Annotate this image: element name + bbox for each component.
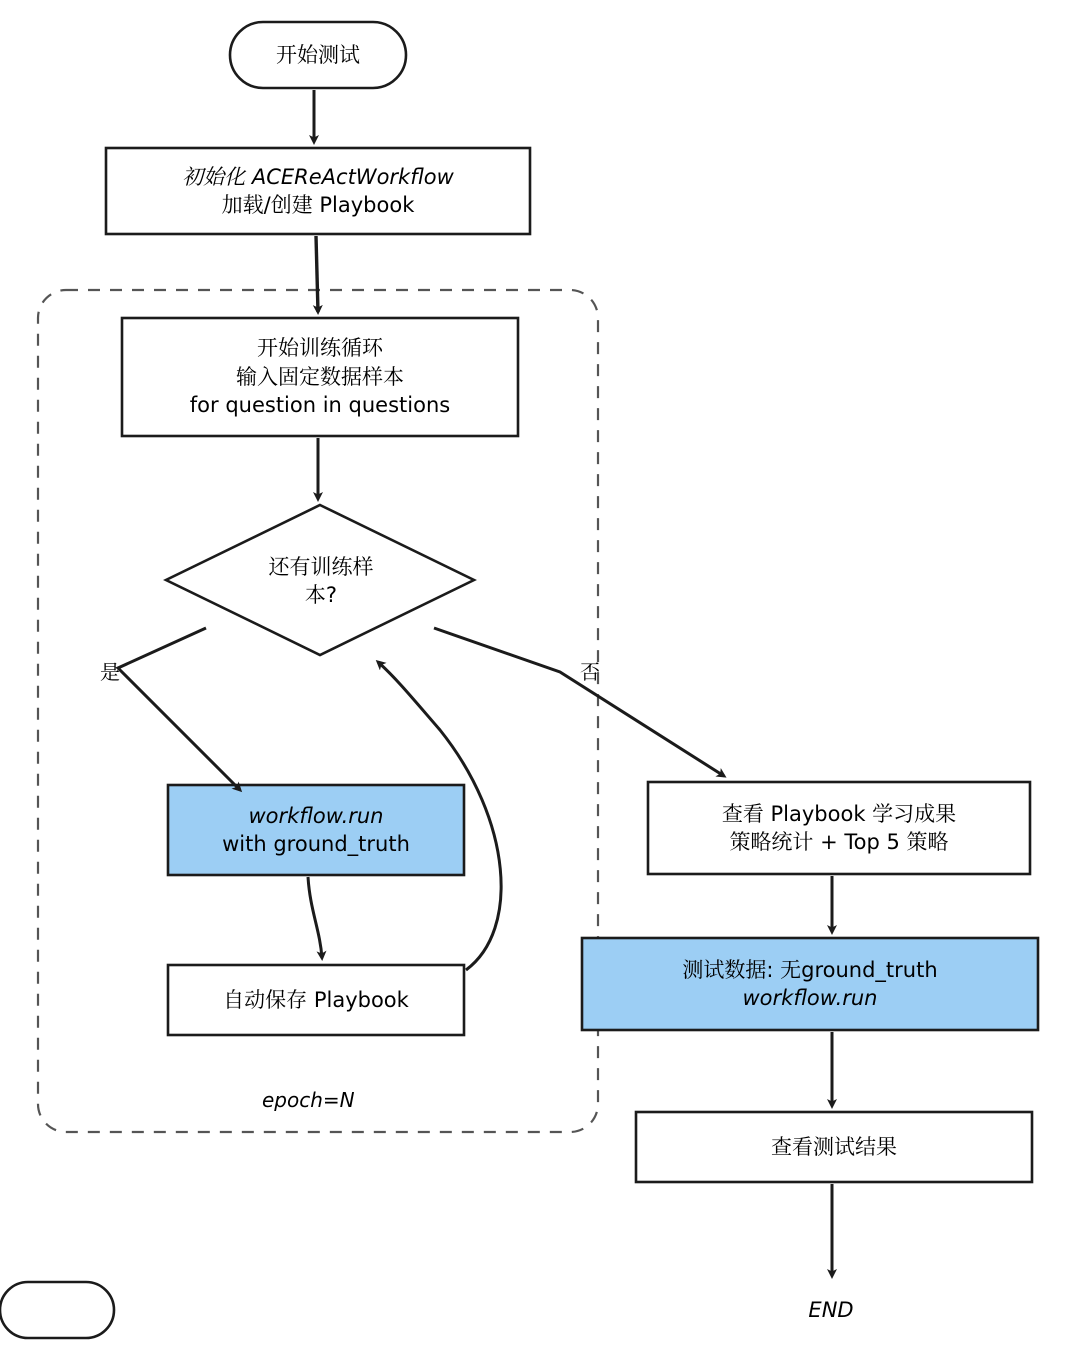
- node-decision-line-2: 本?: [304, 583, 338, 607]
- edge-label-yes: 是: [100, 660, 120, 684]
- node-loop-line-2: 输入固定数据样本: [236, 364, 404, 389]
- node-autosave-shape: [168, 965, 464, 1035]
- node-start-line-1: 开始测试: [276, 42, 360, 67]
- node-review-line-1: 查看 Playbook 学习成果: [721, 801, 957, 826]
- epoch-group-label: epoch=N: [262, 1088, 355, 1112]
- edge-run-train-autosave: [308, 877, 322, 958]
- node-run-test-shape: [582, 938, 1038, 1030]
- node-init-line-1: 初始化 ACEReActWorkflow: [182, 164, 454, 189]
- node-result-shape: [636, 1112, 1032, 1182]
- node-loop-shape: [122, 318, 518, 436]
- edge-init-loop: [316, 236, 318, 312]
- node-end-shape: [0, 1282, 114, 1338]
- edge-decision-run-train: [118, 628, 240, 790]
- node-decision-line-1: 还有训练样: [268, 554, 374, 579]
- node-review-line-2: 策略统计 + Top 5 策略: [729, 830, 949, 854]
- node-init-shape: [106, 148, 530, 234]
- node-run-train-shape: [168, 785, 464, 875]
- node-init-line-2: 加载/创建 Playbook: [221, 193, 415, 217]
- node-loop-line-3: for question in questions: [189, 393, 451, 418]
- edge-decision-review: [434, 628, 724, 776]
- node-run-test-line-1: 测试数据: 无ground_truth: [682, 957, 938, 982]
- edge-label-no: 否: [580, 660, 600, 684]
- node-run-train-line-1: workflow.run: [248, 803, 384, 828]
- node-decision-shape: [166, 505, 474, 655]
- node-end-line-1: END: [808, 1297, 854, 1322]
- node-autosave-line-1: 自动保存 Playbook: [223, 987, 409, 1012]
- node-run-test-line-2: workflow.run: [742, 986, 878, 1010]
- node-start-shape: [230, 22, 406, 88]
- node-result-line-1: 查看测试结果: [771, 1134, 897, 1159]
- node-review-shape: [648, 782, 1030, 874]
- node-run-train-line-2: with ground_truth: [222, 832, 410, 856]
- node-loop-line-1: 开始训练循环: [257, 336, 383, 361]
